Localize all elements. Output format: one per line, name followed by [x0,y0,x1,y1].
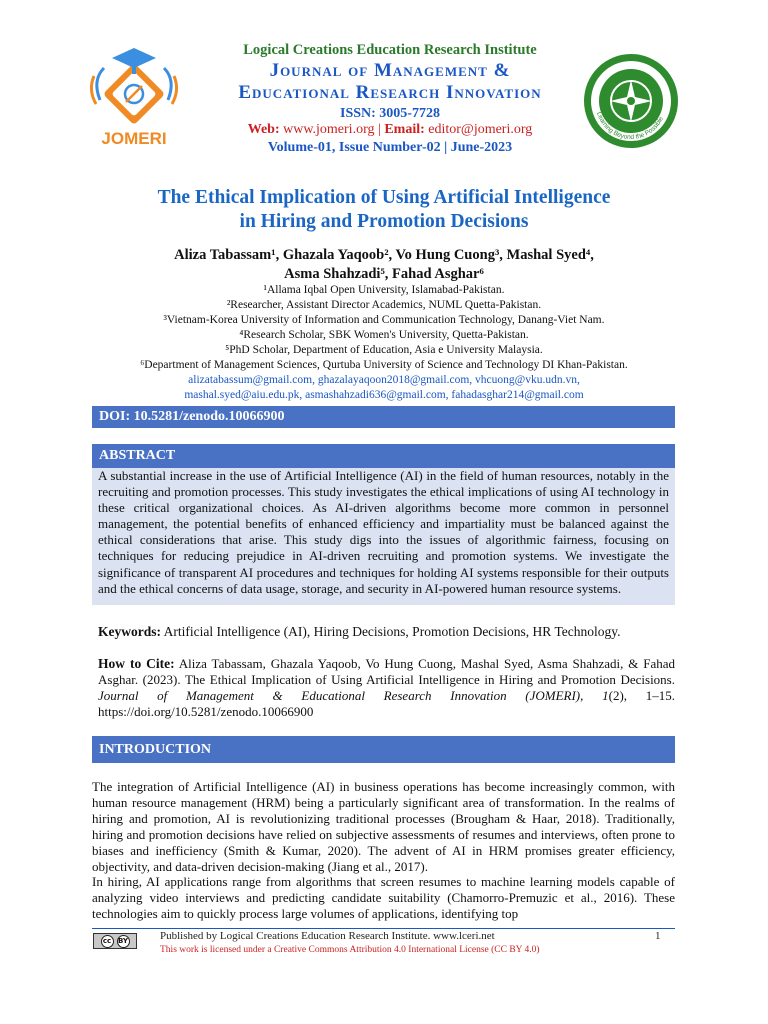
author-emails-line2[interactable]: mashal.syed@aiu.edu.pk, asmashahzadi636@gmail.com, fahadasghar214@gmail.com [184,389,584,401]
jomeri-logo [86,40,182,152]
web-email-line: Web: www.jomeri.org | Email: editor@jomeri.org [247,122,533,137]
authors-line1: Aliza Tabassam¹, Ghazala Yaqoob², Vo Hung Cuong³, Mashal Syed⁴, [174,247,594,263]
footer-rule [92,928,675,929]
affiliation-3: ³Vietnam-Korea University of Information and Communication Technology, Danang-Viet Nam. [163,314,605,326]
footer-license: This work is licensed under a Creative Commons Attribution 4.0 International License (CC BY 4.0) [160,945,540,955]
title-line1: The Ethical Implication of Using Artificial Intelligence [157,187,611,208]
by-icon: BY [117,935,130,948]
page-number: 1 [655,930,661,942]
how-to-cite [98,656,675,720]
paper-title [80,186,688,234]
introduction-heading: INTRODUCTION [92,736,675,763]
author-emails-line1[interactable]: alizatabassum@gmail.com, ghazalayaqoon2018@gmail.com, vhcuong@vku.udn.vn, [188,374,580,386]
intro-paragraph-2: In hiring, AI applications range from algorithms that screen resumes to machine learning models capable of analyzing video interviews and predicting candidate suitability (Chamorro-Premuzic et al., 2016). These technologies aim to quickly process large volumes of applications, identifying top [92,874,675,922]
cite-text: Aliza Tabassam, Ghazala Yaqoob, Vo Hung Cuong, Mashal Syed, Asma Shahzadi, & Fahad Asghar. (2023). The Ethical Implication of Using Artificial Intelligence in Hiring and Promotion Decisions. [98,656,675,688]
keywords [98,624,675,640]
author-list [80,246,688,284]
affiliation-4: ⁴Research Scholar, SBK Women's University, Quetta-Pakistan. [239,329,529,341]
web-label: Web: [247,122,280,137]
journal-title-line2: Educational Research Innovation [238,82,542,103]
keywords-list: Artificial Intelligence (AI), Hiring Decisions, Promotion Decisions, HR Technology. [163,624,621,639]
cite-journal: Journal of Management & Educational Research Innovation (JOMERI), 1 [98,688,609,704]
institute-name: Logical Creations Education Research Institute [243,42,537,58]
journal-title-line1: Journal of Management & [269,60,511,81]
keywords-label: Keywords: [98,624,161,639]
cite-label: How to Cite: [98,656,175,671]
web-link[interactable]: www.jomeri.org [283,122,375,137]
abstract-heading: ABSTRACT [92,444,675,468]
seal-motto: Learning Beyond the Possible [595,111,665,142]
affiliation-5: ⁵PhD Scholar, Department of Education, Asia e University Malaysia. [225,344,543,356]
affiliation-1: ¹Allama Iqbal Open University, Islamabad-Pakistan. [263,284,505,296]
volume-issue: Volume-01, Issue Number-02 | June-2023 [267,140,513,155]
logo-wordmark: JOMERI [101,129,167,148]
abstract-text: A substantial increase in the use of Artificial Intelligence (AI) in the field of human resources, notably in the recruiting and promotion processes. This study investigates the ethical implications of using AI technology in these critical organizational choices. As AI-driven algorithms become more common in personnel management, the potential benefits of enhanced efficiency and impartiality must be balanced against the ethical considerations that arise. This study digs into the issues of algorithmic fairness, focusing on techniques for reducing prejudice in AI-driven recruiting and promotion systems. We investigate the significance of transparent AI procedures and techniques for holding AI systems responsible for their outputs and the ethical concerns of data usage, storage, and security in AI-powered human resource systems. [92,468,675,605]
authors-line2: Asma Shahzadi⁵, Fahad Asghar⁶ [284,266,484,282]
footer-publisher: Published by Logical Creations Education Research Institute. www.lceri.net [160,930,495,942]
cite-tail[interactable]: (2), 1–15. https://doi.org/10.5281/zenodo.10066900 [98,688,675,720]
title-line2: in Hiring and Promotion Decisions [239,211,529,232]
doi-bar[interactable]: DOI: 10.5281/zenodo.10066900 [92,406,675,428]
introduction-body [92,779,675,922]
intro-paragraph-1: The integration of Artificial Intelligence (AI) in business operations has become increasingly common, with human resource management (HRM) being a particularly significant area of transformation. In the realms of hiring and promotion, AI is revolutionizing traditional processes (Brougham & Haar, 2018). Traditionally, hiring and promotion decisions have relied on subjective assessments of resumes and interviews, often prone to biases and inefficiency (Smith & Kumar, 2020). The advent of AI in HRM promises greater efficiency, objectivity, and data-driven decision-making (Jiang et al., 2017). [92,779,675,874]
affiliation-2: ²Researcher, Assistant Director Academics, NUML Quetta-Pakistan. [226,299,542,311]
email-label: Email: [384,122,425,137]
institute-seal-logo [582,52,680,150]
cc-by-license-icon[interactable] [93,933,137,949]
affiliation-6: ⁶Department of Management Sciences, Qurtuba University of Science and Technology DI Khan-Pakistan. [140,359,628,371]
issn: ISSN: 3005-7728 [340,106,440,121]
email-link[interactable]: editor@jomeri.org [428,122,533,137]
cc-icon: cc [101,935,114,948]
